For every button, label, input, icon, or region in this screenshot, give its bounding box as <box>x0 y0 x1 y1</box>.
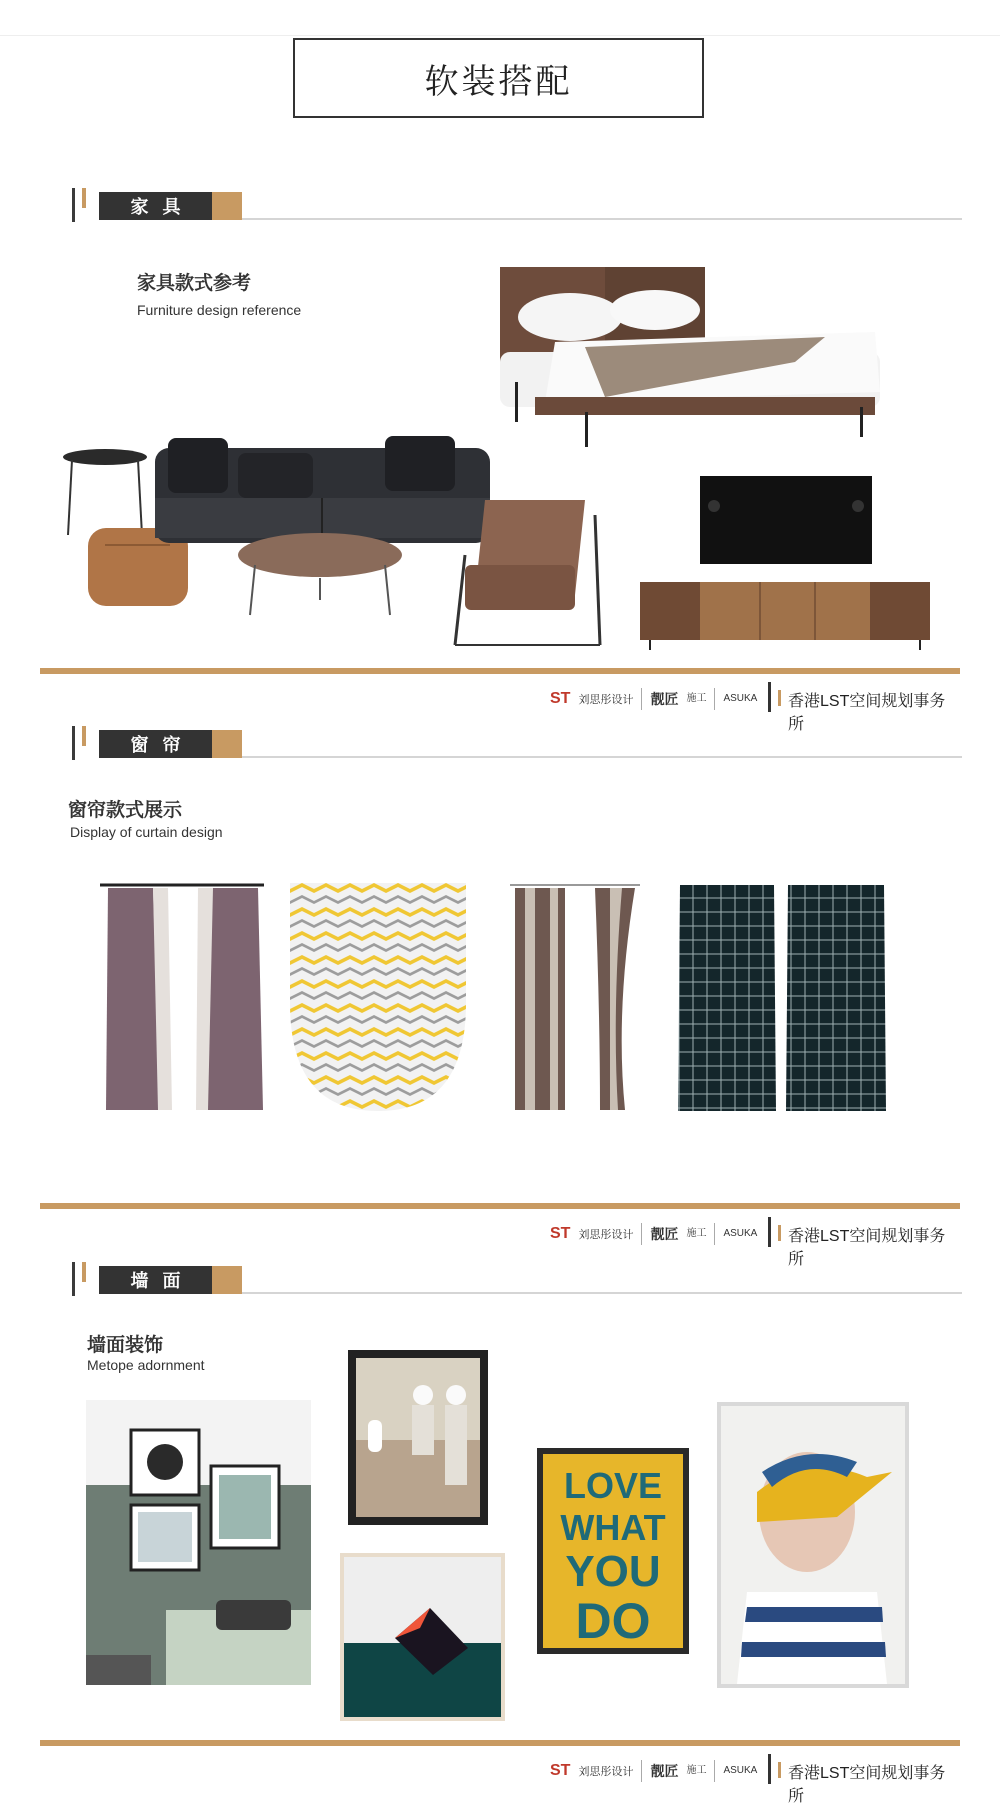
furniture-subtitle-cn: 家具款式参考 <box>137 273 252 294</box>
poster-word-3: YOU <box>565 1547 661 1596</box>
footer-brand: 香港LST空间规划事务所 <box>788 693 946 733</box>
armchair-image <box>445 495 605 650</box>
section-label-curtains: 窗帘 <box>99 730 212 758</box>
footer-3 <box>40 1740 960 1805</box>
geometric-art-image <box>340 1553 505 1721</box>
top-divider <box>0 35 1000 36</box>
footer-1 <box>40 668 960 733</box>
footer-2 <box>40 1203 960 1268</box>
bed-image <box>495 262 885 452</box>
logo-1-text: 刘思彤设计 <box>578 1229 634 1241</box>
logo-1-text: 刘思彤设计 <box>578 1766 634 1778</box>
curtain-mauve-image <box>98 880 268 1115</box>
logo-2: 靓匠 <box>650 1763 679 1779</box>
curtain-brown-image <box>510 880 640 1115</box>
astronaut-art-image <box>348 1350 488 1525</box>
footer-brand: 香港LST空间规划事务所 <box>788 1228 946 1268</box>
section-label-furniture: 家具 <box>99 192 212 220</box>
poster-word-2: WHAT <box>560 1507 666 1548</box>
asuka-logo: ASUKA <box>723 1228 758 1239</box>
page-title: 软装搭配 <box>293 38 704 118</box>
furniture-subtitle-en: Furniture design reference <box>137 302 302 318</box>
curtain-subtitle-cn: 窗帘款式展示 <box>68 800 183 821</box>
wall-subtitle-en: Metope adornment <box>87 1357 205 1373</box>
st-logo: ST <box>550 1225 571 1242</box>
coffee-table-image <box>235 530 405 620</box>
logo-2-small: 施工 <box>686 1765 707 1776</box>
section-header-walls <box>72 1262 962 1296</box>
love-what-you-do-poster <box>537 1448 689 1654</box>
asuka-logo: ASUKA <box>723 1765 758 1776</box>
logo-2: 靓匠 <box>650 1226 679 1242</box>
room-scene-image <box>86 1400 311 1685</box>
st-logo: ST <box>550 1762 571 1779</box>
section-header-curtains <box>72 726 962 760</box>
portrait-art-image <box>717 1402 909 1688</box>
footer-brand: 香港LST空间规划事务所 <box>788 1765 946 1805</box>
tv-image <box>700 476 872 564</box>
poster-word-1: LOVE <box>563 1465 663 1506</box>
curtain-chevron-image <box>290 883 466 1111</box>
logo-2-small: 施工 <box>686 1228 707 1239</box>
poster-word-4: DO <box>575 1593 651 1649</box>
logo-2: 靓匠 <box>650 691 679 707</box>
st-logo: ST <box>550 690 571 707</box>
curtain-subtitle-en: Display of curtain design <box>70 824 223 840</box>
section-label-walls: 墙面 <box>99 1266 212 1294</box>
curtain-plaid-image <box>678 883 888 1115</box>
asuka-logo: ASUKA <box>723 693 758 704</box>
section-header-furniture <box>72 188 962 222</box>
wall-subtitle-cn: 墙面装饰 <box>87 1335 164 1356</box>
logo-1-text: 刘思彤设计 <box>578 694 634 706</box>
logo-2-small: 施工 <box>686 693 707 704</box>
tv-cabinet-image <box>640 578 930 650</box>
